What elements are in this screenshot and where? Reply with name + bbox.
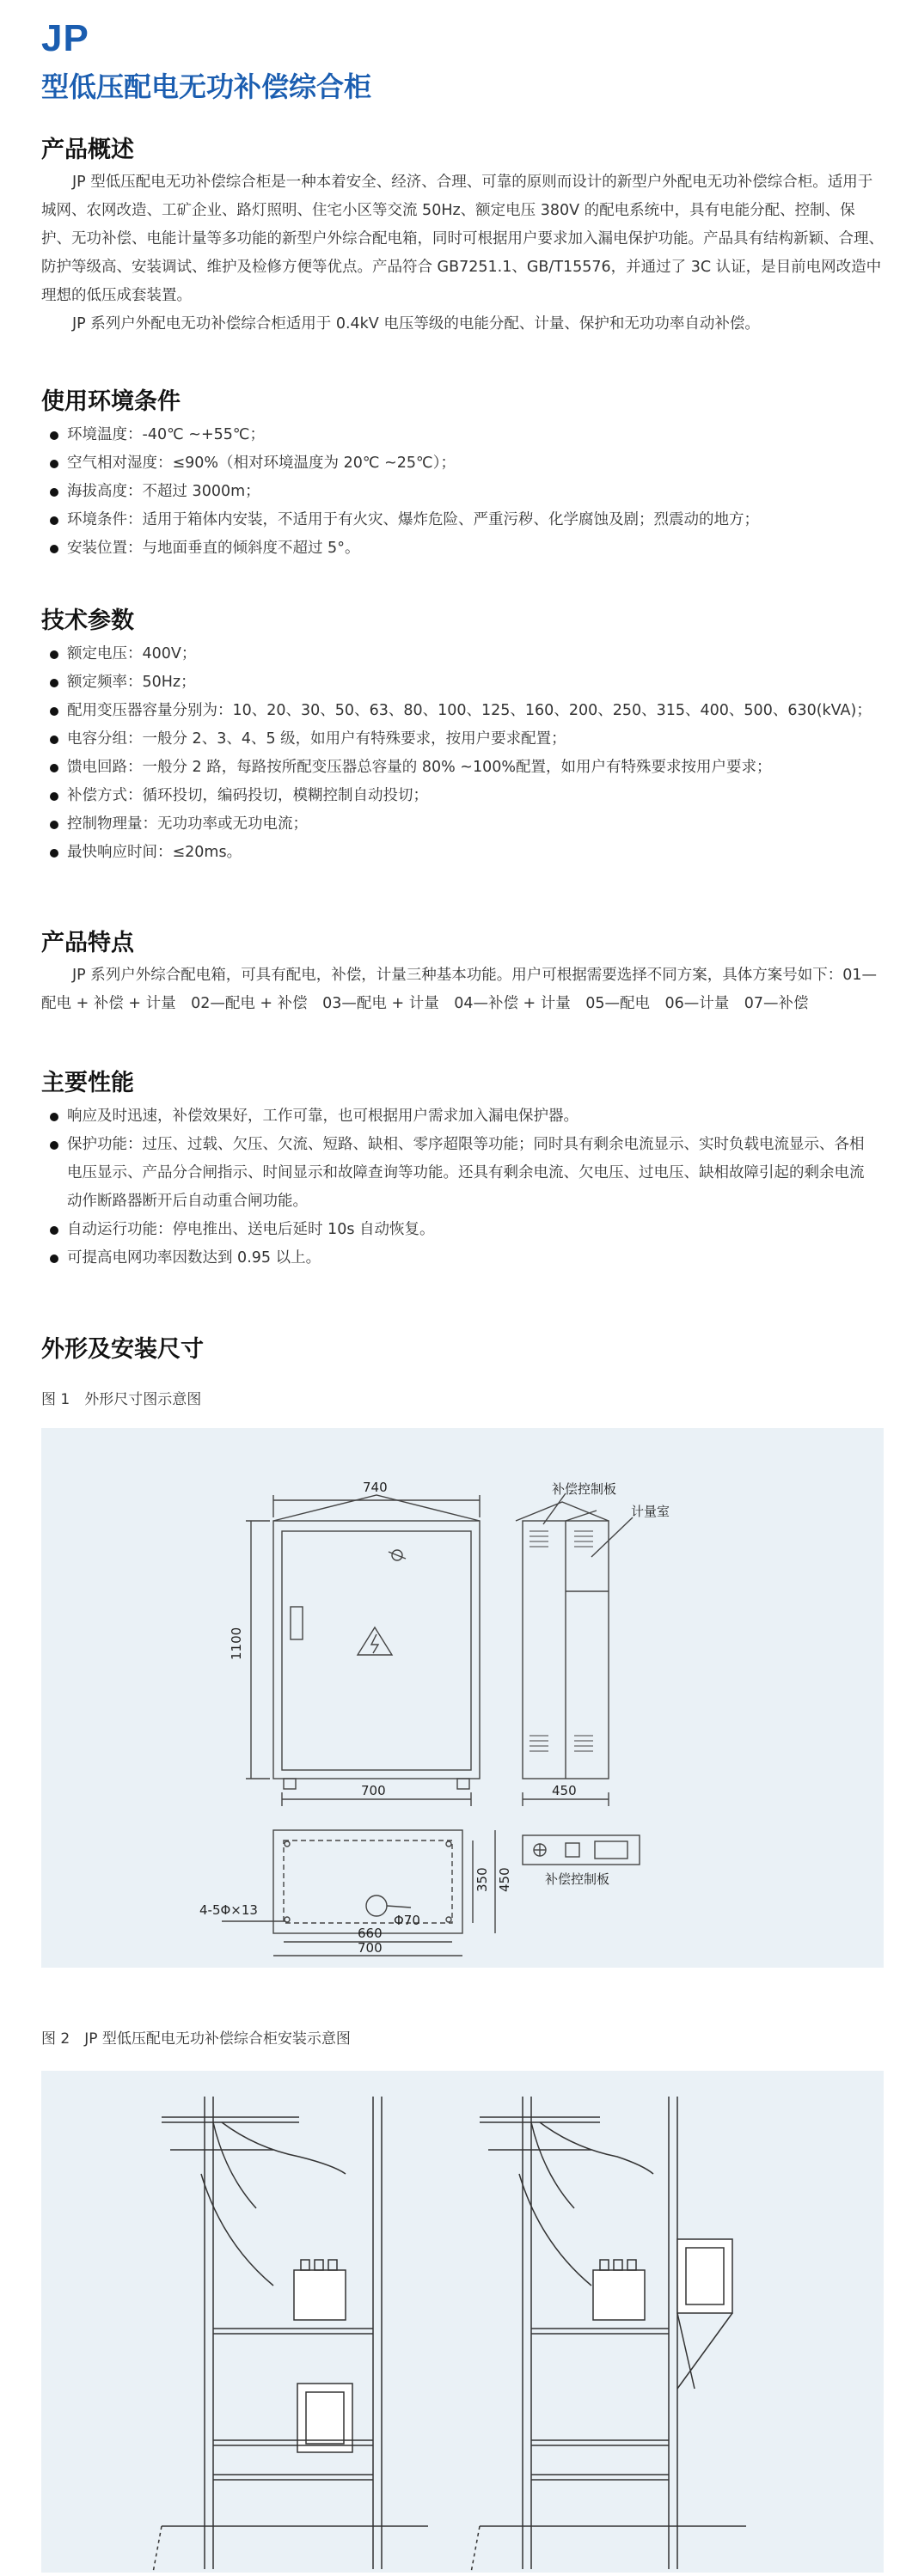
label-comp-board-bottom: 补偿控制板 [545,1871,610,1887]
label-700-front: 700 [361,1783,386,1798]
list-item: 额定电压：400V； [48,640,873,668]
label-350: 350 [474,1867,490,1892]
section-heading-features: 产品特点 [41,930,134,956]
features-paragraph [41,961,884,1018]
list-item: 电容分组：一般分 2、3、4、5 级，如用户有特殊要求，按用户要求配置； [48,725,873,754]
section-heading-overview: 产品概述 [41,137,134,163]
label-comp-board: 补偿控制板 [552,1481,617,1497]
list-item: 保护功能：过压、过载、欠压、欠流、短路、缺相、零序超限等功能；同时具有剩余电流显示、实时负载电流显示、各相电压显示、产品分合闸指示、时间显示和故障查询等功能。还具有剩余电流、欠电压、过电压、缺相故障引起的剩余电流动作断路器断开后自动重合闸功能。 [48,1131,873,1216]
bottom-view [273,1830,462,1933]
list-item: 安装位置：与地面垂直的倾斜度不超过 5°。 [48,534,873,563]
transformer-icon [593,2270,645,2320]
installation-right [471,2097,746,2573]
label-660: 660 [358,1926,383,1941]
label-1100: 1100 [229,1627,244,1660]
section-heading-tech: 技术参数 [41,607,134,634]
label-phi70: Φ70 [394,1913,420,1928]
overview-paragraph-1-text: JP 型低压配电无功补偿综合柜是一种本着安全、经济、合理、可靠的原则而设计的新型户外配电无功补偿综合柜。适用于城网、农网改造、工矿企业、路灯照明、住宅小区等交流 50Hz、额定电压 380V 的配电系统中，具有电能分配、控制、保护、无功补偿、电能计量等多功能的新型户外综合配电箱，同时可根据用户要求加入漏电保护功能。产品具有结构新颖、合理、防护等级高、安装调试、维护及检修方便等优点。产品符合 GB7251.1、GB/T15576，并通过了 3C 认证，是目前电网改造中理想的低压成套装置。 [41,174,884,304]
list-item: 环境条件：适用于箱体内安装，不适用于有火灾、爆炸危险、严重污秽、化学腐蚀及剧；烈震动的地方； [48,506,873,534]
list-item: 海拔高度：不超过 3000m； [48,478,873,506]
tech-list [48,640,873,867]
front-door [282,1531,471,1770]
figure-1-caption: 图 1 外形尺寸图示意图 [41,1391,202,1408]
figure-2-panel [41,2071,884,2573]
label-700-bottom: 700 [358,1940,383,1956]
section-heading-environment: 使用环境条件 [41,388,181,415]
list-item: 补偿方式：循环投切，编码投切，模糊控制自动投切； [48,782,873,810]
label-holes: 4-5Φ×13 [199,1902,258,1918]
product-model: JP [41,17,89,59]
transformer-icon [294,2270,346,2320]
list-item: 响应及时迅速，补偿效果好，工作可靠，也可根据用户需求加入漏电保护器。 [48,1102,873,1131]
list-item: 额定频率：50Hz； [48,668,873,697]
page-title: 型低压配电无功补偿综合柜 [41,70,372,103]
cable-hole [366,1895,387,1916]
front-foot-right [457,1779,469,1789]
label-450: 450 [497,1867,512,1892]
front-foot-left [284,1779,296,1789]
overview-paragraph-2-text: JP 系列户外配电无功补偿综合柜适用于 0.4kV 电压等级的电能分配、计量、保护和无功功率自动补偿。 [72,315,760,333]
list-item: 自动运行功能：停电推出、送电后延时 10s 自动恢复。 [48,1216,873,1244]
figure-1-panel [41,1428,884,1968]
environment-list [48,421,873,563]
label-450-side: 450 [552,1783,577,1798]
performance-list [48,1102,873,1273]
label-740: 740 [363,1480,388,1495]
label-meter-room: 计量室 [631,1504,670,1519]
list-item: 最快响应时间：≤20ms。 [48,839,873,867]
list-item: 控制物理量：无功功率或无功电流； [48,810,873,839]
list-item: 配用变压器容量分别为：10、20、30、50、63、80、100、125、160、200、250、315、400、500、630(kVA)； [48,697,873,725]
list-item: 可提高电网功率因数达到 0.95 以上。 [48,1244,873,1273]
list-item: 馈电回路：一般分 2 路，每路按所配变压器总容量的 80% ~100%配置，如用户有特殊要求按用户要求； [48,754,873,782]
front-cabinet [273,1521,480,1779]
list-item: 环境温度：-40℃ ~+55℃； [48,421,873,449]
features-paragraph-text: JP 系列户外综合配电箱，可具有配电，补偿，计量三种基本功能。用户可根据需要选择不同方案，具体方案号如下：01—配电 + 补偿 + 计量 02—配电 + 补偿 03—配电 + 计量 04—补偿 + 计量 05—配电 06—计量 07—补偿 [41,967,878,1012]
installation-drawing [41,2071,884,2573]
section-heading-dimensions: 外形及安装尺寸 [41,1336,204,1363]
lock-icon-slash [389,1552,406,1559]
list-item: 空气相对湿度：≤90%（相对环境温度为 20℃ ~25℃）； [48,449,873,478]
meter-room-leader [591,1517,633,1557]
lightning-icon [371,1634,378,1653]
overview-paragraph-1 [41,168,884,310]
overview-paragraph-2 [41,310,884,339]
figure-2-caption: 图 2 JP 型低压配电无功补偿综合柜安装示意图 [41,2030,351,2048]
dimension-drawing [41,1428,884,1968]
section-heading-performance: 主要性能 [41,1070,134,1096]
installation-left [153,2097,428,2573]
door-handle [291,1607,303,1639]
front-roof [273,1495,480,1521]
